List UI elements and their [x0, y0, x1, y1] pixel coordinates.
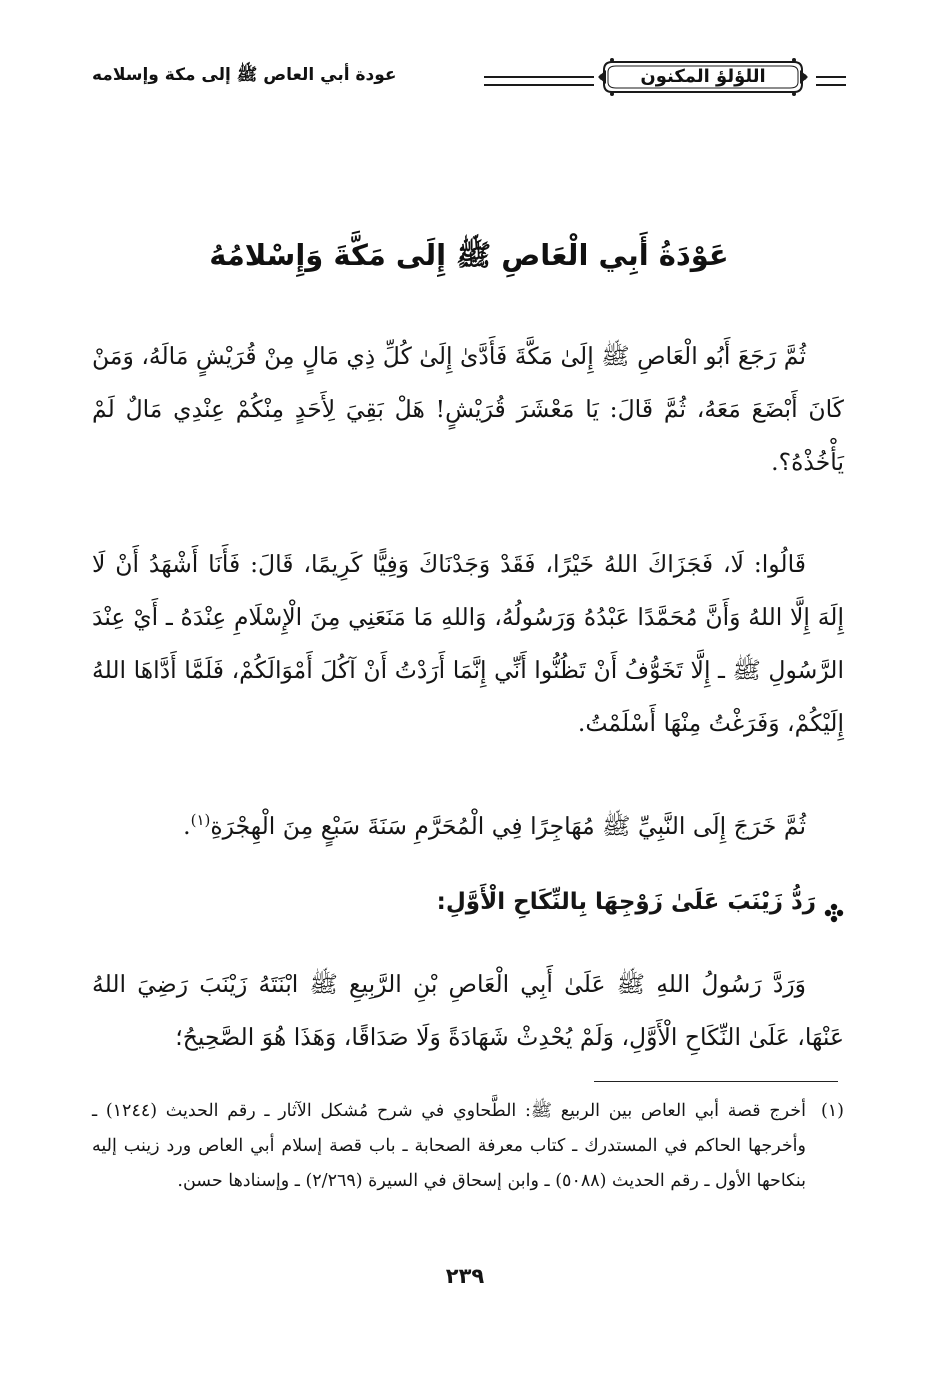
paragraph: ثُمَّ رَجَعَ أَبُو الْعَاصِ ﷺ إِلَىٰ مَكَّةَ فَأَدَّىٰ إِلَىٰ كُلِّ ذِي مَالٍ مِنْ قُرَيْشٍ مَالَهُ، وَمَنْ كَانَ أَبْضَعَ مَعَهُ، ثُمَّ قَالَ: يَا مَعْشَرَ قُرَيْشٍ! هَلْ بَقِيَ لِأَحَدٍ مِنْكُمْ عِنْدِي مَالٌ لَمْ يَأْخُذْهُ؟.: [92, 342, 844, 476]
footnote-number: (١): [820, 1101, 844, 1121]
section-title: عَوْدَةُ أَبِي الْعَاصِ ﷺ إِلَى مَكَّةَ وَإِسْلامُهُ: [209, 238, 729, 272]
header-ornament-frame: [598, 56, 808, 98]
flower-bullet-icon: [824, 892, 844, 912]
subheading: [92, 878, 844, 926]
footnote-text: أخرج قصة أبي العاص بين الربيع ﷺ: الطَّحاوي في شرح مُشكل الآثار ـ رقم الحديث (١٢٤٤) ـ وأخرجها الحاكم في المستدرك ـ كتاب معرفة الصحابة ـ باب قصة إسلام أبي العاص ورد زينب إليه بنكاحها الأول ـ رقم الحديث (٥٠٨٨) ـ وابن إسحاق في السيرة (٢/٢٦٩) ـ وإسنادها حسن.: [92, 1101, 806, 1191]
page-number: ٢٣٩: [445, 1264, 485, 1288]
chapter-title: عودة أبي العاص ﷺ إلى مكة وإسلامه: [92, 65, 397, 85]
header-rule: [484, 76, 594, 86]
footnote-divider: [594, 1081, 838, 1082]
paragraph-text: ثُمَّ خَرَجَ إِلَى النَّبِيِّ ﷺ مُهَاجِرًا فِي الْمُحَرَّمِ سَنَةَ سَبْعٍ مِنَ الْهِجْرَةِ: [210, 812, 806, 840]
paragraph: ثُمَّ خَرَجَ إِلَى النَّبِيِّ ﷺ مُهَاجِرًا فِي الْمُحَرَّمِ سَنَةَ سَبْعٍ مِنَ الْهِجْرَةِ$^{(١)}$.: [183, 811, 806, 840]
subheading-text: رَدُّ زَيْنَبَ عَلَىٰ زَوْجِهَا بِالنِّكَاحِ الْأَوَّلِ:: [436, 889, 816, 915]
series-title: اللؤلؤ المكنون: [640, 66, 766, 87]
paragraph: قَالُوا: لَا، فَجَزَاكَ اللهُ خَيْرًا، فَقَدْ وَجَدْنَاكَ وَفِيًّا كَرِيمًا، قَالَ: فَأَنَا أَشْهَدُ أَنْ لَا إِلَهَ إِلَّا اللهُ وَأَنَّ مُحَمَّدًا عَبْدُهُ وَرَسُولُهُ، وَاللهِ مَا مَنَعَنِي مِنَ الْإِسْلَامِ عِنْدَهُ ـ أَيْ عِنْدَ الرَّسُولِ ﷺ ـ إِلَّا تَخَوُّفُ أَنْ تَظُنُّوا أَنِّي إِنَّمَا أَرَدْتُ أَنْ آكُلَ أَمْوَالَكُمْ، فَلَمَّا أَدَّاهَا اللهُ إِلَيْكُمْ، وَفَرَغْتُ مِنْهَا أَسْلَمْتُ.: [92, 550, 844, 737]
footnote: [92, 1094, 844, 1199]
paragraph: وَرَدَّ رَسُولُ اللهِ ﷺ عَلَىٰ أَبِي الْعَاصِ بْنِ الرَّبِيعِ ﷺ ابْنَتَهُ زَيْنَبَ رَضِيَ اللهُ عَنْهَا، عَلَىٰ النِّكَاحِ الْأَوَّلِ، وَلَمْ يُحْدِثْ شَهَادَةً وَلَا صَدَاقًا، وَهَذَا هُوَ الصَّحِيحُ؛: [92, 970, 844, 1051]
header-rule: [816, 76, 846, 86]
footnote-reference: (١): [190, 811, 211, 830]
running-header: [92, 52, 846, 104]
